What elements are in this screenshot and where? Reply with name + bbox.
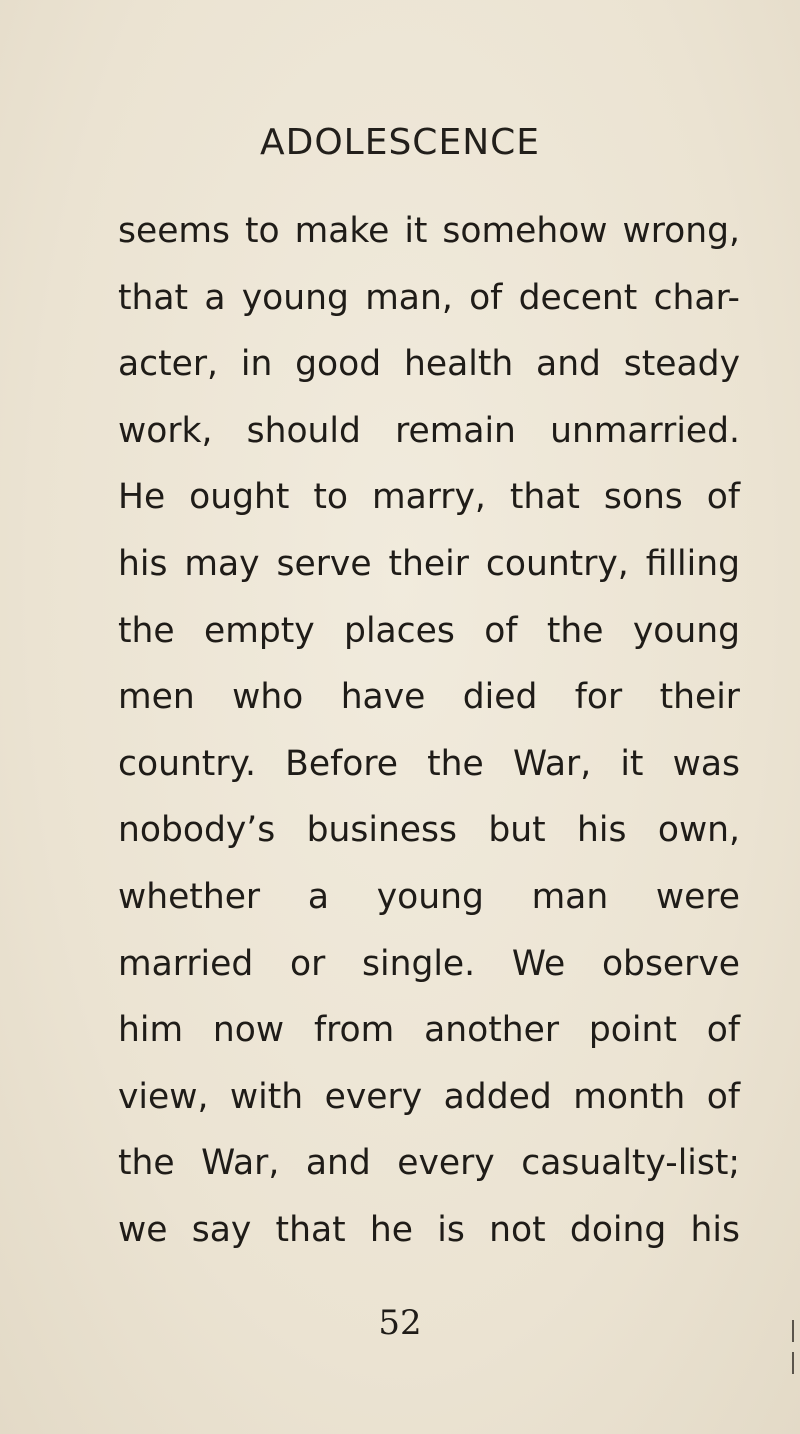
text-line: acter, in good health and steady xyxy=(118,344,740,385)
text-line: men who have died for their xyxy=(118,677,740,718)
text-line: we say that he is not doing his xyxy=(118,1209,740,1250)
text-line: that a young man, of decent char- xyxy=(118,277,740,318)
page-edge-mark xyxy=(792,1352,794,1374)
text-line: He ought to marry, that sons of xyxy=(118,477,740,518)
text-line: work, should remain unmarried. xyxy=(118,410,740,451)
text-line: him now from another point of xyxy=(118,1010,740,1051)
page-number: 52 xyxy=(378,1303,422,1343)
text-line: the War, and every casualty-list; xyxy=(118,1143,740,1184)
text-line: whether a young man were xyxy=(118,876,740,917)
text-line: country. Before the War, it was xyxy=(118,743,740,784)
text-line: the empty places of the young xyxy=(118,610,740,651)
text-line: nobody’s business but his own, xyxy=(118,810,740,851)
text-line: married or single. We observe xyxy=(118,943,740,984)
body-text xyxy=(118,198,740,1264)
running-head: ADOLESCENCE xyxy=(259,122,541,163)
text-line: seems to make it somehow wrong, xyxy=(118,211,740,251)
text-line: view, with every added month of xyxy=(118,1076,740,1117)
page-edge-mark xyxy=(792,1320,794,1342)
text-line: his may serve their country, filling xyxy=(118,543,740,584)
